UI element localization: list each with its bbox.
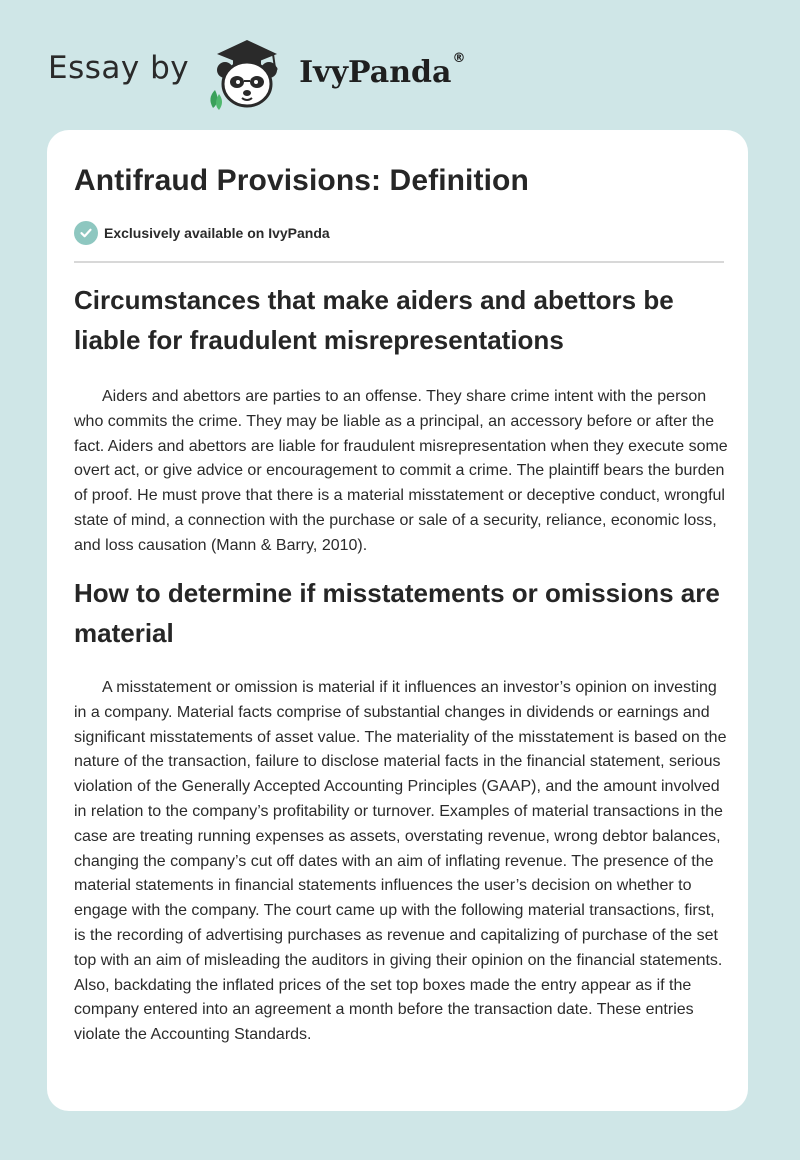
section-heading-aiders: Circumstances that make aiders and abettors be liable for fraudulent misrepresentations xyxy=(74,285,674,355)
brand-name xyxy=(299,50,466,90)
divider xyxy=(74,261,724,263)
exclusive-badge xyxy=(74,221,330,245)
panda-graduate-icon[interactable] xyxy=(203,32,295,112)
essay-card xyxy=(47,130,748,1111)
brand-name-text: IvyPanda xyxy=(299,54,452,90)
section-body-aiders: Aiders and abettors are parties to an offense. They share crime intent with the person who commits the crime. They may be liable as a principal, an accessory before or after the fact. Aiders and abettors are liable for fraudulent misrepresentation when they execute some overt act, or give advice or encouragement to commit a crime. The plaintiff bears the burden of proof. He must prove that there is a material misstatement or deceptive conduct, wrongful state of mind, a connection with the purchase or sale of a security, reliance, economic loss, and loss causation (Mann & Barry, 2010). xyxy=(74,388,728,554)
registered-mark: ® xyxy=(452,50,466,66)
check-circle-icon xyxy=(74,221,98,245)
brand-prefix: Essay by xyxy=(48,50,190,86)
page-title: Antifraud Provisions: Definition xyxy=(74,164,529,197)
brand-header xyxy=(48,32,465,112)
section-heading-materiality: How to determine if misstatements or omissions are material xyxy=(74,578,720,648)
badge-label: Exclusively available on IvyPanda xyxy=(104,225,330,241)
section-body-materiality: A misstatement or omission is material if it influences an investor’s opinion on investing in a company. Material facts comprise of substantial changes in dividends or earnings and significant misstatements of asset value. The materiality of the misstatement is based on the nature of the transaction, failure to disclose material facts in the financial statement, serious violation of the Generally Accepted Accounting Principles (GAAP), and the amount involved in relation to the company’s profitability or turnover. Examples of material transactions in the case are treating running expenses as assets, overstating revenue, wrong debtor balances, changing the company’s cut off dates with an aim of inflating revenue. The presence of the material statements in financial statements influences the user’s decision on whether to engage with the company. The court came up with the following material transactions, first, is the recording of advertising purchases as revenue and capitalizing of purchase of the set top with an aim of misleading the auditors in giving their opinion on the financial statements. Also, backdating the inflated prices of the set top boxes made the entry appear as if the company entered into an agreement a month before the transaction date. These entries violate the Accounting Standards. xyxy=(74,679,727,1044)
